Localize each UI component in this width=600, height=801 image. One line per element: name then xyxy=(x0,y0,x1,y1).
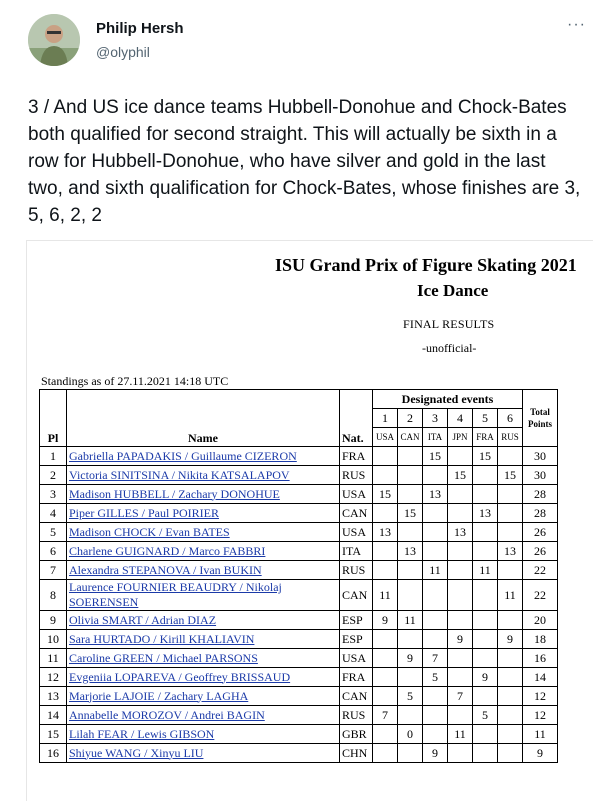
event-points: 11 xyxy=(373,580,398,611)
table-row xyxy=(40,687,558,706)
event-points xyxy=(473,649,498,668)
event-points: 9 xyxy=(473,668,498,687)
event-points: 13 xyxy=(473,504,498,523)
team-name-link[interactable]: Lilah FEAR / Lewis GIBSON xyxy=(67,725,340,744)
event-points: 7 xyxy=(423,649,448,668)
event-points: 7 xyxy=(448,687,473,706)
event-points xyxy=(373,630,398,649)
table-row xyxy=(40,523,558,542)
event-code: USA xyxy=(373,428,398,447)
event-points xyxy=(398,466,423,485)
event-points: 15 xyxy=(473,447,498,466)
event-points xyxy=(473,725,498,744)
placement: 1 xyxy=(40,447,67,466)
placement: 5 xyxy=(40,523,67,542)
event-points xyxy=(373,668,398,687)
event-points xyxy=(373,504,398,523)
tweet-header xyxy=(28,14,586,74)
event-points xyxy=(398,668,423,687)
placement: 2 xyxy=(40,466,67,485)
nation: CHN xyxy=(340,744,373,763)
total-points: 30 xyxy=(523,447,558,466)
table-row xyxy=(40,580,558,611)
event-points xyxy=(448,611,473,630)
event-points: 9 xyxy=(398,649,423,668)
event-points xyxy=(498,744,523,763)
event-points xyxy=(448,649,473,668)
nation: ESP xyxy=(340,630,373,649)
event-points: 15 xyxy=(423,447,448,466)
total-points: 26 xyxy=(523,523,558,542)
event-points: 9 xyxy=(498,630,523,649)
event-points xyxy=(473,611,498,630)
event-points xyxy=(423,523,448,542)
total-points: 9 xyxy=(523,744,558,763)
event-points xyxy=(498,706,523,725)
team-name-link[interactable]: Piper GILLES / Paul POIRIER xyxy=(67,504,340,523)
event-points xyxy=(498,687,523,706)
nation: FRA xyxy=(340,668,373,687)
total-points: 20 xyxy=(523,611,558,630)
doc-title: ISU Grand Prix of Figure Skating 2021 xyxy=(275,255,577,275)
total-points: 28 xyxy=(523,485,558,504)
doc-subtitle: Ice Dance xyxy=(417,281,489,300)
team-name-link[interactable]: Olivia SMART / Adrian DIAZ xyxy=(67,611,340,630)
event-points: 5 xyxy=(473,706,498,725)
placement: 14 xyxy=(40,706,67,725)
total-points: 22 xyxy=(523,580,558,611)
placement: 15 xyxy=(40,725,67,744)
event-points xyxy=(373,649,398,668)
unofficial-label: -unofficial- xyxy=(422,341,477,355)
total-points: 12 xyxy=(523,687,558,706)
total-points-header: Total Points xyxy=(523,390,558,447)
event-points: 11 xyxy=(498,580,523,611)
event-points xyxy=(398,447,423,466)
event-points xyxy=(473,630,498,649)
nation: ITA xyxy=(340,542,373,561)
event-points xyxy=(448,744,473,763)
nation: CAN xyxy=(340,580,373,611)
event-points xyxy=(398,744,423,763)
event-points xyxy=(498,523,523,542)
event-points xyxy=(423,504,448,523)
table-row xyxy=(40,706,558,725)
event-code: FRA xyxy=(473,428,498,447)
event-points xyxy=(498,668,523,687)
team-name-link[interactable]: Gabriella PAPADAKIS / Guillaume CIZERON xyxy=(67,447,340,466)
nation: USA xyxy=(340,485,373,504)
name-header: Name xyxy=(67,390,340,447)
table-row xyxy=(40,611,558,630)
team-name-link[interactable]: Alexandra STEPANOVA / Ivan BUKIN xyxy=(67,561,340,580)
event-points xyxy=(423,466,448,485)
event-points xyxy=(498,561,523,580)
team-name-link[interactable]: Caroline GREEN / Michael PARSONS xyxy=(67,649,340,668)
event-points xyxy=(423,725,448,744)
nation: ESP xyxy=(340,611,373,630)
event-points xyxy=(373,542,398,561)
event-points xyxy=(448,561,473,580)
total-points: 16 xyxy=(523,649,558,668)
nation: RUS xyxy=(340,561,373,580)
table-row xyxy=(40,630,558,649)
table-row xyxy=(40,649,558,668)
event-points xyxy=(423,630,448,649)
event-number: 2 xyxy=(398,409,423,428)
nation: RUS xyxy=(340,706,373,725)
event-points xyxy=(448,668,473,687)
event-points: 11 xyxy=(423,561,448,580)
nation: GBR xyxy=(340,725,373,744)
event-points xyxy=(373,447,398,466)
event-code: RUS xyxy=(498,428,523,447)
team-name-link[interactable]: Shiyue WANG / Xinyu LIU xyxy=(67,744,340,763)
event-points xyxy=(473,687,498,706)
final-results-label: FINAL RESULTS xyxy=(403,317,495,331)
placement: 3 xyxy=(40,485,67,504)
table-row xyxy=(40,561,558,580)
event-points xyxy=(473,485,498,504)
placement: 6 xyxy=(40,542,67,561)
team-name-link[interactable]: Charlene GUIGNARD / Marco FABBRI xyxy=(67,542,340,561)
event-points: 13 xyxy=(448,523,473,542)
event-points xyxy=(473,580,498,611)
event-points xyxy=(398,561,423,580)
event-points: 9 xyxy=(448,630,473,649)
more-options-icon[interactable]: ··· xyxy=(567,16,586,33)
team-name-link[interactable]: Annabelle MOROZOV / Andrei BAGIN xyxy=(67,706,340,725)
event-points xyxy=(398,485,423,504)
table-row xyxy=(40,725,558,744)
event-points xyxy=(398,580,423,611)
tweet-text: 3 / And US ice dance teams Hubbell-Donohue and Chock-Bates both qualified for second straight. This will actually be sixth in a row for Hubbell-Donohue, who have silver and gold in the last two, and sixth qualification for Chock-Bates, whose finishes are 3, 5, 6, 2, 2 xyxy=(28,97,581,226)
team-name-link[interactable]: Laurence FOURNIER BEAUDRY / Nikolaj SOERENSEN xyxy=(67,580,340,611)
event-points xyxy=(373,561,398,580)
event-points xyxy=(448,447,473,466)
nation: USA xyxy=(340,523,373,542)
results-table xyxy=(39,389,558,763)
total-points: 12 xyxy=(523,706,558,725)
event-points xyxy=(448,580,473,611)
placement: 11 xyxy=(40,649,67,668)
placement: 4 xyxy=(40,504,67,523)
header-row-1 xyxy=(40,390,558,409)
event-points: 13 xyxy=(498,542,523,561)
total-points: 11 xyxy=(523,725,558,744)
event-points xyxy=(423,542,448,561)
table-row xyxy=(40,504,558,523)
event-points: 9 xyxy=(373,611,398,630)
author-handle[interactable]: @olyphil xyxy=(96,44,150,60)
nat-header: Nat. xyxy=(340,390,373,447)
event-number: 5 xyxy=(473,409,498,428)
team-name-link[interactable]: Madison HUBBELL / Zachary DONOHUE xyxy=(67,485,340,504)
event-code: JPN xyxy=(448,428,473,447)
total-points: 28 xyxy=(523,504,558,523)
designated-events-header: Designated events xyxy=(373,390,523,409)
avatar[interactable] xyxy=(28,14,80,66)
event-points: 15 xyxy=(448,466,473,485)
event-points: 7 xyxy=(373,706,398,725)
event-points xyxy=(423,706,448,725)
event-points xyxy=(373,744,398,763)
event-number: 4 xyxy=(448,409,473,428)
attached-image[interactable] xyxy=(26,240,593,801)
event-number: 6 xyxy=(498,409,523,428)
event-points xyxy=(473,523,498,542)
event-points xyxy=(473,542,498,561)
event-points xyxy=(398,523,423,542)
placement: 13 xyxy=(40,687,67,706)
team-name-link[interactable]: Victoria SINITSINA / Nikita KATSALAPOV xyxy=(67,466,340,485)
nation: RUS xyxy=(340,466,373,485)
event-code: ITA xyxy=(423,428,448,447)
event-points xyxy=(373,466,398,485)
event-points: 5 xyxy=(398,687,423,706)
event-number: 3 xyxy=(423,409,448,428)
event-points xyxy=(448,542,473,561)
event-points xyxy=(373,687,398,706)
total-points: 22 xyxy=(523,561,558,580)
event-points: 11 xyxy=(473,561,498,580)
pl-header: Pl xyxy=(40,390,67,447)
event-points: 15 xyxy=(498,466,523,485)
author-name[interactable]: Philip Hersh xyxy=(96,20,184,37)
nation: USA xyxy=(340,649,373,668)
event-points: 13 xyxy=(423,485,448,504)
nation: FRA xyxy=(340,447,373,466)
placement: 8 xyxy=(40,580,67,611)
event-points xyxy=(448,485,473,504)
event-points xyxy=(398,706,423,725)
event-points xyxy=(498,725,523,744)
placement: 9 xyxy=(40,611,67,630)
event-points xyxy=(398,630,423,649)
event-points xyxy=(473,744,498,763)
event-points xyxy=(498,611,523,630)
placement: 16 xyxy=(40,744,67,763)
table-row xyxy=(40,542,558,561)
event-points: 0 xyxy=(398,725,423,744)
placement: 12 xyxy=(40,668,67,687)
event-points xyxy=(448,504,473,523)
event-code: CAN xyxy=(398,428,423,447)
event-points: 9 xyxy=(423,744,448,763)
event-points: 5 xyxy=(423,668,448,687)
event-points xyxy=(498,485,523,504)
total-points: 18 xyxy=(523,630,558,649)
table-row xyxy=(40,744,558,763)
standings-date: Standings as of 27.11.2021 14:18 UTC xyxy=(41,374,229,388)
event-points xyxy=(423,611,448,630)
table-row xyxy=(40,466,558,485)
team-name-link[interactable]: Sara HURTADO / Kirill KHALIAVIN xyxy=(67,630,340,649)
event-points: 13 xyxy=(373,523,398,542)
event-points xyxy=(473,466,498,485)
event-points xyxy=(498,649,523,668)
table-row xyxy=(40,447,558,466)
event-points: 11 xyxy=(448,725,473,744)
event-points xyxy=(448,706,473,725)
placement: 10 xyxy=(40,630,67,649)
event-points xyxy=(373,725,398,744)
event-points: 15 xyxy=(373,485,398,504)
team-name-link[interactable]: Marjorie LAJOIE / Zachary LAGHA xyxy=(67,687,340,706)
nation: CAN xyxy=(340,687,373,706)
event-points: 15 xyxy=(398,504,423,523)
team-name-link[interactable]: Evgeniia LOPAREVA / Geoffrey BRISSAUD xyxy=(67,668,340,687)
event-points xyxy=(423,687,448,706)
event-points xyxy=(423,580,448,611)
total-points: 14 xyxy=(523,668,558,687)
nation: CAN xyxy=(340,504,373,523)
total-points: 26 xyxy=(523,542,558,561)
event-points xyxy=(498,447,523,466)
event-number: 1 xyxy=(373,409,398,428)
event-points xyxy=(498,504,523,523)
table-row xyxy=(40,485,558,504)
table-row xyxy=(40,668,558,687)
placement: 7 xyxy=(40,561,67,580)
team-name-link[interactable]: Madison CHOCK / Evan BATES xyxy=(67,523,340,542)
event-points: 11 xyxy=(398,611,423,630)
event-points: 13 xyxy=(398,542,423,561)
total-points: 30 xyxy=(523,466,558,485)
